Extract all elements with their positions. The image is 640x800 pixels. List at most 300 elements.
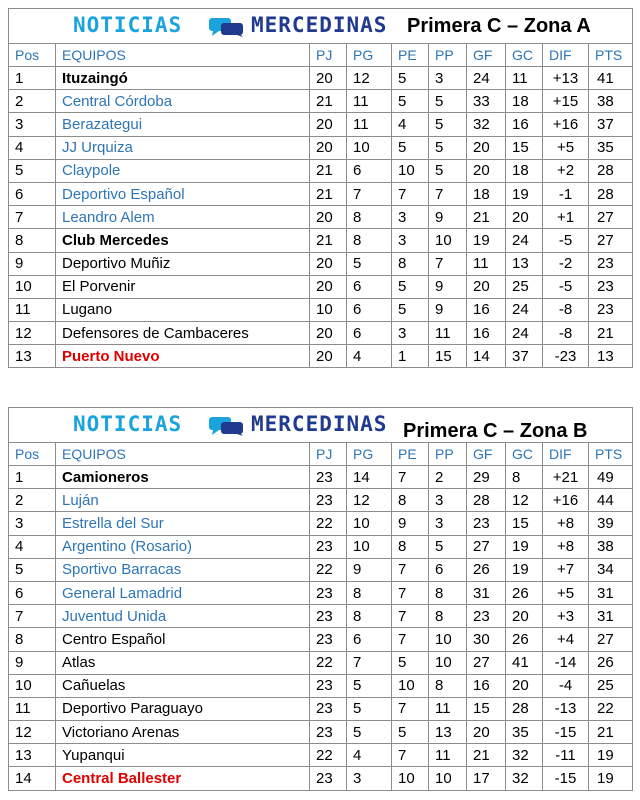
cell-gc: 26 xyxy=(506,581,543,604)
cell-team: Berazategui xyxy=(56,113,310,136)
table-row xyxy=(9,581,633,604)
cell-pos: 14 xyxy=(9,767,56,790)
cell-gf: 16 xyxy=(467,674,506,697)
cell-pj: 22 xyxy=(310,558,347,581)
cell-pg: 5 xyxy=(347,697,392,720)
cell-pos: 13 xyxy=(9,744,56,767)
cell-pe: 5 xyxy=(392,67,429,90)
cell-dif: -13 xyxy=(543,697,589,720)
cell-gc: 16 xyxy=(506,113,543,136)
cell-gc: 25 xyxy=(506,275,543,298)
cell-pp: 5 xyxy=(429,90,467,113)
cell-pts: 35 xyxy=(589,136,633,159)
table-row xyxy=(9,605,633,628)
cell-pj: 20 xyxy=(310,345,347,368)
cell-pj: 20 xyxy=(310,252,347,275)
column-header-gc: GC xyxy=(506,443,543,466)
cell-dif: +16 xyxy=(543,113,589,136)
cell-pg: 3 xyxy=(347,767,392,790)
cell-pos: 7 xyxy=(9,605,56,628)
cell-pp: 15 xyxy=(429,345,467,368)
cell-pe: 3 xyxy=(392,229,429,252)
column-header-gc: GC xyxy=(506,44,543,67)
cell-gc: 37 xyxy=(506,345,543,368)
cell-pts: 31 xyxy=(589,581,633,604)
cell-gf: 30 xyxy=(467,628,506,651)
cell-pe: 10 xyxy=(392,674,429,697)
cell-dif: -23 xyxy=(543,345,589,368)
cell-gc: 15 xyxy=(506,512,543,535)
chat-bubble-icon xyxy=(207,416,247,436)
cell-pg: 8 xyxy=(347,581,392,604)
cell-gf: 17 xyxy=(467,767,506,790)
cell-pe: 7 xyxy=(392,558,429,581)
cell-team: Ituzaingó xyxy=(56,67,310,90)
cell-gf: 18 xyxy=(467,182,506,205)
cell-team: El Porvenir xyxy=(56,275,310,298)
cell-gc: 20 xyxy=(506,206,543,229)
cell-team: Central Ballester xyxy=(56,767,310,790)
cell-pj: 20 xyxy=(310,113,347,136)
table-row xyxy=(9,535,633,558)
cell-dif: +8 xyxy=(543,535,589,558)
cell-pg: 8 xyxy=(347,206,392,229)
cell-gc: 20 xyxy=(506,605,543,628)
cell-pe: 7 xyxy=(392,605,429,628)
cell-pe: 10 xyxy=(392,159,429,182)
table-row xyxy=(9,159,633,182)
cell-pg: 4 xyxy=(347,345,392,368)
cell-pp: 9 xyxy=(429,275,467,298)
cell-dif: -1 xyxy=(543,182,589,205)
cell-pos: 6 xyxy=(9,581,56,604)
cell-pos: 1 xyxy=(9,466,56,489)
cell-gc: 13 xyxy=(506,252,543,275)
cell-pe: 7 xyxy=(392,628,429,651)
cell-gf: 27 xyxy=(467,535,506,558)
zone-title: Primera C – Zona A xyxy=(407,15,591,37)
cell-pg: 6 xyxy=(347,275,392,298)
cell-pp: 11 xyxy=(429,744,467,767)
logo-word-noticias: NOTICIAS xyxy=(73,13,183,37)
zone-title: Primera C – Zona B xyxy=(403,420,588,442)
cell-pts: 28 xyxy=(589,159,633,182)
cell-pos: 11 xyxy=(9,298,56,321)
table-row xyxy=(9,628,633,651)
cell-pos: 12 xyxy=(9,322,56,345)
cell-dif: -15 xyxy=(543,721,589,744)
cell-team: Leandro Alem xyxy=(56,206,310,229)
cell-gc: 11 xyxy=(506,67,543,90)
cell-team: Yupanqui xyxy=(56,744,310,767)
table-row xyxy=(9,113,633,136)
cell-pp: 3 xyxy=(429,67,467,90)
cell-team: Estrella del Sur xyxy=(56,512,310,535)
table-row xyxy=(9,275,633,298)
cell-gf: 26 xyxy=(467,558,506,581)
cell-team: Luján xyxy=(56,489,310,512)
cell-team: Victoriano Arenas xyxy=(56,721,310,744)
cell-pe: 5 xyxy=(392,651,429,674)
column-header-pts: PTS xyxy=(589,443,633,466)
cell-pg: 6 xyxy=(347,322,392,345)
cell-pts: 25 xyxy=(589,674,633,697)
cell-pos: 4 xyxy=(9,136,56,159)
cell-pj: 22 xyxy=(310,744,347,767)
cell-team: Deportivo Paraguayo xyxy=(56,697,310,720)
cell-pp: 5 xyxy=(429,113,467,136)
table-row xyxy=(9,182,633,205)
table-row xyxy=(9,229,633,252)
cell-pos: 2 xyxy=(9,489,56,512)
cell-dif: -5 xyxy=(543,229,589,252)
cell-gf: 28 xyxy=(467,489,506,512)
table-header-row xyxy=(9,443,633,466)
column-header-pp: PP xyxy=(429,44,467,67)
cell-dif: +4 xyxy=(543,628,589,651)
standings-table xyxy=(8,407,633,791)
cell-pj: 20 xyxy=(310,67,347,90)
cell-team: Claypole xyxy=(56,159,310,182)
column-header-pos: Pos xyxy=(9,443,56,466)
chat-bubble-icon xyxy=(207,17,247,37)
cell-pj: 23 xyxy=(310,674,347,697)
cell-pts: 28 xyxy=(589,182,633,205)
cell-pts: 38 xyxy=(589,90,633,113)
cell-pp: 3 xyxy=(429,489,467,512)
cell-team: Puerto Nuevo xyxy=(56,345,310,368)
cell-gf: 21 xyxy=(467,744,506,767)
table-row xyxy=(9,512,633,535)
cell-pe: 7 xyxy=(392,182,429,205)
cell-pg: 4 xyxy=(347,744,392,767)
cell-gf: 29 xyxy=(467,466,506,489)
cell-pp: 10 xyxy=(429,767,467,790)
cell-pg: 5 xyxy=(347,252,392,275)
cell-pe: 7 xyxy=(392,581,429,604)
cell-pos: 5 xyxy=(9,558,56,581)
table-row xyxy=(9,489,633,512)
cell-team: Centro Español xyxy=(56,628,310,651)
cell-pp: 2 xyxy=(429,466,467,489)
cell-gf: 31 xyxy=(467,581,506,604)
cell-pe: 5 xyxy=(392,721,429,744)
cell-gc: 26 xyxy=(506,628,543,651)
cell-pts: 37 xyxy=(589,113,633,136)
cell-team: Atlas xyxy=(56,651,310,674)
cell-pg: 12 xyxy=(347,489,392,512)
column-header-pe: PE xyxy=(392,443,429,466)
cell-gf: 19 xyxy=(467,229,506,252)
cell-gf: 32 xyxy=(467,113,506,136)
column-header-dif: DIF xyxy=(543,443,589,466)
column-header-pg: PG xyxy=(347,443,392,466)
cell-pj: 21 xyxy=(310,159,347,182)
cell-gc: 19 xyxy=(506,558,543,581)
cell-pts: 23 xyxy=(589,298,633,321)
cell-pj: 20 xyxy=(310,136,347,159)
table-row xyxy=(9,136,633,159)
cell-pp: 9 xyxy=(429,298,467,321)
cell-pe: 1 xyxy=(392,345,429,368)
cell-pj: 20 xyxy=(310,322,347,345)
cell-pp: 5 xyxy=(429,159,467,182)
cell-pos: 10 xyxy=(9,275,56,298)
cell-pj: 21 xyxy=(310,229,347,252)
cell-pg: 11 xyxy=(347,90,392,113)
column-header-pj: PJ xyxy=(310,44,347,67)
cell-pts: 34 xyxy=(589,558,633,581)
logo-word-mercedinas: MERCEDINAS xyxy=(251,412,388,436)
cell-pj: 23 xyxy=(310,466,347,489)
cell-gf: 15 xyxy=(467,697,506,720)
cell-pp: 6 xyxy=(429,558,467,581)
column-header-pp: PP xyxy=(429,443,467,466)
cell-team: Deportivo Español xyxy=(56,182,310,205)
cell-pp: 9 xyxy=(429,206,467,229)
table-row xyxy=(9,651,633,674)
cell-pts: 26 xyxy=(589,651,633,674)
cell-pts: 21 xyxy=(589,721,633,744)
cell-pts: 27 xyxy=(589,229,633,252)
table-header-row xyxy=(9,44,633,67)
cell-team: Camioneros xyxy=(56,466,310,489)
cell-dif: -5 xyxy=(543,275,589,298)
table-row xyxy=(9,345,633,368)
cell-pts: 27 xyxy=(589,628,633,651)
cell-gc: 8 xyxy=(506,466,543,489)
cell-pp: 5 xyxy=(429,136,467,159)
cell-pe: 3 xyxy=(392,322,429,345)
cell-pe: 7 xyxy=(392,744,429,767)
cell-dif: +16 xyxy=(543,489,589,512)
cell-pe: 8 xyxy=(392,252,429,275)
cell-pe: 8 xyxy=(392,489,429,512)
cell-gf: 20 xyxy=(467,275,506,298)
cell-pg: 5 xyxy=(347,674,392,697)
column-header-pos: Pos xyxy=(9,44,56,67)
column-header-pg: PG xyxy=(347,44,392,67)
table-row xyxy=(9,558,633,581)
cell-pp: 10 xyxy=(429,651,467,674)
cell-gc: 20 xyxy=(506,674,543,697)
cell-pp: 8 xyxy=(429,674,467,697)
cell-pos: 7 xyxy=(9,206,56,229)
cell-dif: +1 xyxy=(543,206,589,229)
cell-team: Club Mercedes xyxy=(56,229,310,252)
cell-gf: 20 xyxy=(467,721,506,744)
cell-gc: 19 xyxy=(506,535,543,558)
cell-pg: 6 xyxy=(347,298,392,321)
cell-pg: 5 xyxy=(347,721,392,744)
cell-pts: 39 xyxy=(589,512,633,535)
cell-pos: 12 xyxy=(9,721,56,744)
cell-dif: +5 xyxy=(543,581,589,604)
cell-team: Deportivo Muñiz xyxy=(56,252,310,275)
cell-gc: 41 xyxy=(506,651,543,674)
cell-pp: 13 xyxy=(429,721,467,744)
cell-pos: 8 xyxy=(9,628,56,651)
cell-dif: -8 xyxy=(543,298,589,321)
cell-pp: 10 xyxy=(429,628,467,651)
cell-dif: +21 xyxy=(543,466,589,489)
column-header-pe: PE xyxy=(392,44,429,67)
cell-dif: -2 xyxy=(543,252,589,275)
table-row xyxy=(9,322,633,345)
cell-pj: 20 xyxy=(310,206,347,229)
cell-pe: 10 xyxy=(392,767,429,790)
cell-pos: 4 xyxy=(9,535,56,558)
table-row xyxy=(9,697,633,720)
cell-pe: 3 xyxy=(392,206,429,229)
cell-team: Cañuelas xyxy=(56,674,310,697)
cell-gc: 32 xyxy=(506,767,543,790)
cell-pp: 7 xyxy=(429,252,467,275)
cell-pos: 3 xyxy=(9,113,56,136)
cell-pe: 8 xyxy=(392,535,429,558)
table-row xyxy=(9,767,633,790)
table-banner xyxy=(9,9,633,44)
cell-pp: 7 xyxy=(429,182,467,205)
table-row xyxy=(9,90,633,113)
cell-pg: 10 xyxy=(347,535,392,558)
cell-dif: +7 xyxy=(543,558,589,581)
cell-pj: 23 xyxy=(310,605,347,628)
column-header-equipos: EQUIPOS xyxy=(56,443,310,466)
cell-pj: 20 xyxy=(310,275,347,298)
cell-pj: 23 xyxy=(310,721,347,744)
cell-team: Sportivo Barracas xyxy=(56,558,310,581)
zone-a-standings xyxy=(8,8,632,368)
cell-pj: 21 xyxy=(310,182,347,205)
cell-gf: 16 xyxy=(467,298,506,321)
cell-gc: 18 xyxy=(506,90,543,113)
column-header-pj: PJ xyxy=(310,443,347,466)
cell-team: Defensores de Cambaceres xyxy=(56,322,310,345)
cell-pts: 13 xyxy=(589,345,633,368)
cell-dif: +8 xyxy=(543,512,589,535)
cell-pos: 10 xyxy=(9,674,56,697)
cell-pp: 11 xyxy=(429,697,467,720)
cell-gc: 12 xyxy=(506,489,543,512)
cell-gc: 24 xyxy=(506,322,543,345)
cell-pe: 7 xyxy=(392,697,429,720)
cell-pe: 9 xyxy=(392,512,429,535)
cell-pg: 8 xyxy=(347,605,392,628)
cell-pts: 23 xyxy=(589,275,633,298)
cell-pos: 9 xyxy=(9,252,56,275)
column-header-equipos: EQUIPOS xyxy=(56,44,310,67)
cell-pp: 3 xyxy=(429,512,467,535)
cell-dif: -14 xyxy=(543,651,589,674)
column-header-gf: GF xyxy=(467,443,506,466)
table-row xyxy=(9,67,633,90)
column-header-gf: GF xyxy=(467,44,506,67)
cell-pts: 23 xyxy=(589,252,633,275)
cell-pj: 23 xyxy=(310,767,347,790)
table-row xyxy=(9,721,633,744)
cell-dif: +2 xyxy=(543,159,589,182)
standings-table xyxy=(8,8,633,368)
column-header-pts: PTS xyxy=(589,44,633,67)
cell-gc: 35 xyxy=(506,721,543,744)
brand-logo xyxy=(73,412,399,438)
cell-gf: 14 xyxy=(467,345,506,368)
table-banner xyxy=(9,408,633,443)
cell-pp: 10 xyxy=(429,229,467,252)
cell-pp: 8 xyxy=(429,605,467,628)
cell-team: Juventud Unida xyxy=(56,605,310,628)
cell-team: Lugano xyxy=(56,298,310,321)
cell-gc: 15 xyxy=(506,136,543,159)
table-row xyxy=(9,674,633,697)
cell-pts: 31 xyxy=(589,605,633,628)
cell-pts: 27 xyxy=(589,206,633,229)
cell-pts: 22 xyxy=(589,697,633,720)
cell-dif: +3 xyxy=(543,605,589,628)
logo-word-mercedinas: MERCEDINAS xyxy=(251,13,388,37)
cell-pos: 13 xyxy=(9,345,56,368)
cell-pe: 7 xyxy=(392,466,429,489)
cell-dif: -11 xyxy=(543,744,589,767)
brand-logo xyxy=(73,13,399,39)
cell-pj: 21 xyxy=(310,90,347,113)
cell-pj: 23 xyxy=(310,581,347,604)
cell-pg: 8 xyxy=(347,229,392,252)
cell-pts: 19 xyxy=(589,767,633,790)
cell-pos: 11 xyxy=(9,697,56,720)
cell-pe: 5 xyxy=(392,275,429,298)
cell-pj: 23 xyxy=(310,697,347,720)
cell-pp: 11 xyxy=(429,322,467,345)
cell-team: Argentino (Rosario) xyxy=(56,535,310,558)
cell-gc: 19 xyxy=(506,182,543,205)
cell-gf: 23 xyxy=(467,512,506,535)
cell-pts: 41 xyxy=(589,67,633,90)
cell-pts: 21 xyxy=(589,322,633,345)
cell-pj: 23 xyxy=(310,535,347,558)
zone-b-standings xyxy=(8,407,632,791)
logo-word-noticias: NOTICIAS xyxy=(73,412,183,436)
cell-gf: 24 xyxy=(467,67,506,90)
cell-dif: -15 xyxy=(543,767,589,790)
cell-pg: 14 xyxy=(347,466,392,489)
cell-pp: 8 xyxy=(429,581,467,604)
cell-gf: 33 xyxy=(467,90,506,113)
cell-pos: 5 xyxy=(9,159,56,182)
cell-pj: 22 xyxy=(310,512,347,535)
cell-pg: 7 xyxy=(347,182,392,205)
table-row xyxy=(9,252,633,275)
cell-pe: 5 xyxy=(392,90,429,113)
cell-gf: 20 xyxy=(467,159,506,182)
cell-pg: 6 xyxy=(347,159,392,182)
column-header-dif: DIF xyxy=(543,44,589,67)
cell-pg: 9 xyxy=(347,558,392,581)
cell-pg: 10 xyxy=(347,512,392,535)
table-row xyxy=(9,298,633,321)
cell-dif: +13 xyxy=(543,67,589,90)
cell-pos: 8 xyxy=(9,229,56,252)
cell-gc: 28 xyxy=(506,697,543,720)
cell-pos: 6 xyxy=(9,182,56,205)
cell-gc: 24 xyxy=(506,298,543,321)
cell-gc: 24 xyxy=(506,229,543,252)
table-row xyxy=(9,206,633,229)
cell-dif: +5 xyxy=(543,136,589,159)
cell-pg: 12 xyxy=(347,67,392,90)
cell-pj: 23 xyxy=(310,489,347,512)
